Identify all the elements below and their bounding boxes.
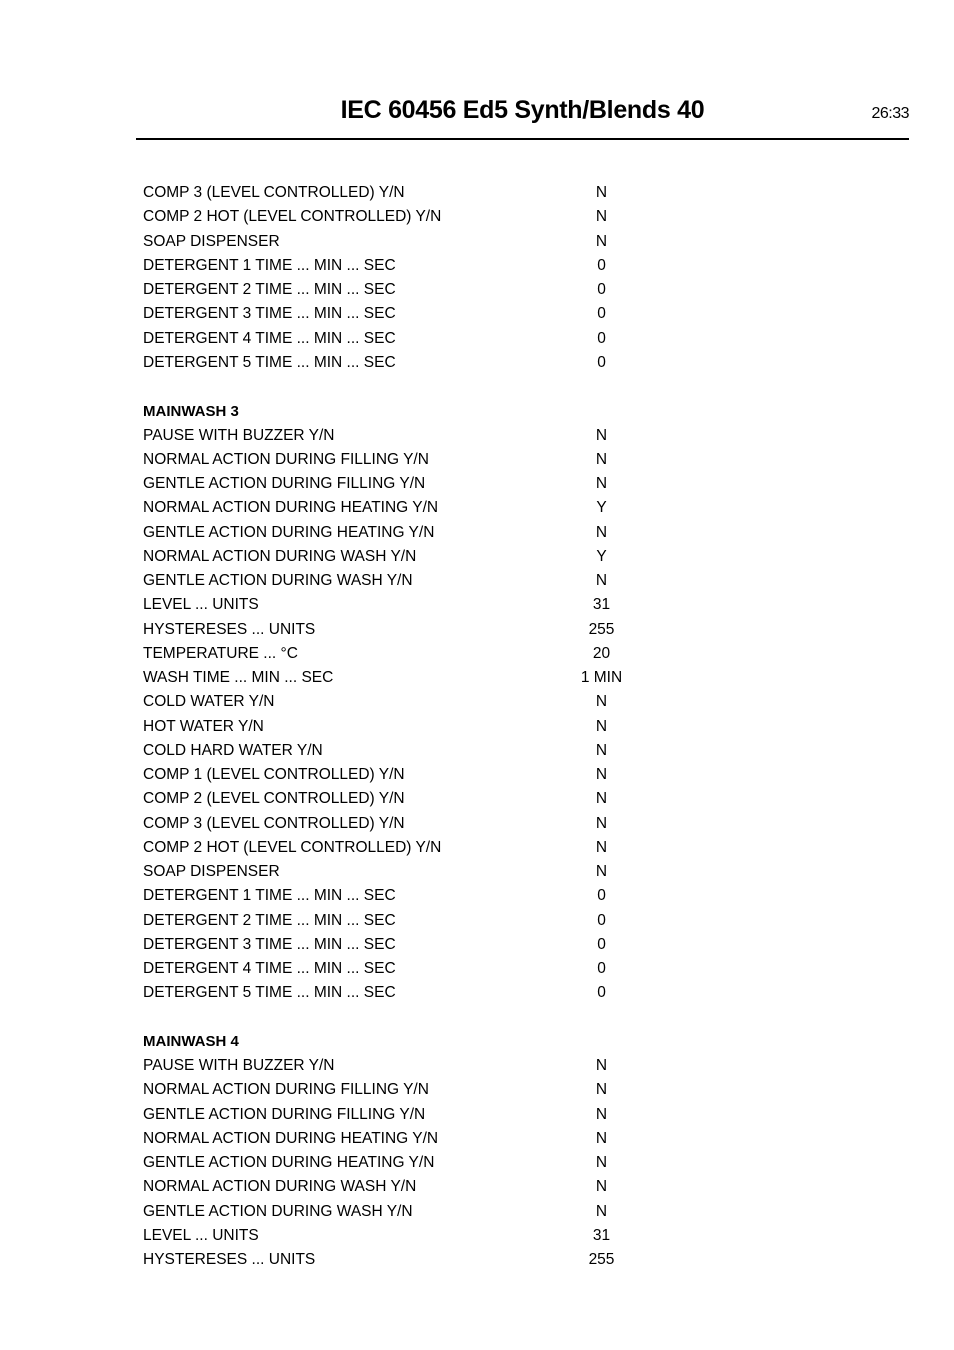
setting-label: COMP 2 (LEVEL CONTROLLED) Y/N bbox=[143, 790, 405, 808]
setting-row bbox=[143, 254, 663, 278]
setting-row bbox=[143, 763, 663, 787]
setting-row bbox=[143, 666, 663, 690]
section-title: MAINWASH 3 bbox=[143, 402, 239, 420]
setting-label: DETERGENT 5 TIME ... MIN ... SEC bbox=[143, 984, 396, 1002]
setting-label: DETERGENT 5 TIME ... MIN ... SEC bbox=[143, 353, 396, 371]
setting-value: N bbox=[595, 1057, 608, 1075]
setting-label: GENTLE ACTION DURING FILLING Y/N bbox=[143, 1105, 426, 1123]
setting-row bbox=[143, 909, 663, 933]
setting-label: PAUSE WITH BUZZER Y/N bbox=[143, 1057, 335, 1075]
setting-label: DETERGENT 1 TIME ... MIN ... SEC bbox=[143, 256, 396, 274]
setting-label: LEVEL ... UNITS bbox=[143, 1226, 259, 1244]
setting-row bbox=[143, 860, 663, 884]
settings-section bbox=[143, 181, 663, 375]
setting-value: 0 bbox=[597, 984, 606, 1002]
setting-value: N bbox=[595, 523, 608, 541]
setting-label: LEVEL ... UNITS bbox=[143, 596, 259, 614]
setting-value: 0 bbox=[597, 281, 606, 299]
setting-row bbox=[143, 593, 663, 617]
setting-label: COMP 2 HOT (LEVEL CONTROLLED) Y/N bbox=[143, 838, 442, 856]
setting-label: NORMAL ACTION DURING HEATING Y/N bbox=[143, 499, 439, 517]
setting-label: HOT WATER Y/N bbox=[143, 717, 264, 735]
setting-row bbox=[143, 836, 663, 860]
setting-label: COMP 2 HOT (LEVEL CONTROLLED) Y/N bbox=[143, 208, 442, 226]
setting-label: HYSTERESES ... UNITS bbox=[143, 1251, 316, 1269]
setting-label: GENTLE ACTION DURING HEATING Y/N bbox=[143, 523, 435, 541]
setting-value: N bbox=[595, 475, 608, 493]
setting-label: GENTLE ACTION DURING WASH Y/N bbox=[143, 572, 413, 590]
setting-value: N bbox=[595, 1105, 608, 1123]
setting-row bbox=[143, 1103, 663, 1127]
setting-label: DETERGENT 2 TIME ... MIN ... SEC bbox=[143, 911, 396, 929]
setting-label: DETERGENT 1 TIME ... MIN ... SEC bbox=[143, 887, 396, 905]
setting-row bbox=[143, 812, 663, 836]
setting-label: DETERGENT 3 TIME ... MIN ... SEC bbox=[143, 305, 396, 323]
setting-value: 20 bbox=[592, 644, 611, 662]
setting-label: GENTLE ACTION DURING HEATING Y/N bbox=[143, 1154, 435, 1172]
setting-row bbox=[143, 302, 663, 326]
setting-row bbox=[143, 205, 663, 229]
setting-value: 0 bbox=[597, 305, 606, 323]
setting-value: 0 bbox=[597, 353, 606, 371]
setting-row bbox=[143, 496, 663, 520]
setting-row bbox=[143, 1078, 663, 1102]
setting-row bbox=[143, 351, 663, 375]
setting-row bbox=[143, 521, 663, 545]
setting-value: N bbox=[595, 1154, 608, 1172]
setting-value: N bbox=[595, 184, 608, 202]
setting-row bbox=[143, 884, 663, 908]
setting-label: TEMPERATURE ... °C bbox=[143, 644, 298, 662]
setting-value: N bbox=[595, 814, 608, 832]
setting-value: 31 bbox=[592, 596, 611, 614]
setting-value: N bbox=[595, 1202, 608, 1220]
setting-label: SOAP DISPENSER bbox=[143, 232, 280, 250]
setting-row bbox=[143, 569, 663, 593]
setting-value: 31 bbox=[592, 1226, 611, 1244]
setting-value: N bbox=[595, 208, 608, 226]
setting-value: N bbox=[595, 717, 608, 735]
setting-row bbox=[143, 690, 663, 714]
page-title: IEC 60456 Ed5 Synth/Blends 40 bbox=[340, 96, 705, 124]
setting-value: N bbox=[595, 232, 608, 250]
setting-value: N bbox=[595, 1081, 608, 1099]
setting-row bbox=[143, 957, 663, 981]
setting-row bbox=[143, 981, 663, 1005]
setting-row bbox=[143, 715, 663, 739]
setting-label: COMP 1 (LEVEL CONTROLLED) Y/N bbox=[143, 766, 405, 784]
setting-label: NORMAL ACTION DURING HEATING Y/N bbox=[143, 1129, 439, 1147]
setting-value: N bbox=[595, 1129, 608, 1147]
setting-row bbox=[143, 1224, 663, 1248]
setting-label: COLD HARD WATER Y/N bbox=[143, 741, 323, 759]
setting-value: N bbox=[595, 450, 608, 468]
setting-row bbox=[143, 642, 663, 666]
setting-label: COLD WATER Y/N bbox=[143, 693, 275, 711]
setting-row bbox=[143, 1127, 663, 1151]
setting-value: 0 bbox=[597, 911, 606, 929]
setting-label: DETERGENT 3 TIME ... MIN ... SEC bbox=[143, 935, 396, 953]
setting-label: NORMAL ACTION DURING FILLING Y/N bbox=[143, 450, 429, 468]
setting-value: Y bbox=[596, 547, 607, 565]
setting-row bbox=[143, 1200, 663, 1224]
setting-value: N bbox=[595, 766, 608, 784]
setting-value: N bbox=[595, 790, 608, 808]
setting-value: 255 bbox=[588, 1251, 615, 1269]
setting-row bbox=[143, 618, 663, 642]
setting-label: DETERGENT 4 TIME ... MIN ... SEC bbox=[143, 960, 396, 978]
setting-row bbox=[143, 278, 663, 302]
setting-label: GENTLE ACTION DURING WASH Y/N bbox=[143, 1202, 413, 1220]
setting-row bbox=[143, 787, 663, 811]
setting-row bbox=[143, 933, 663, 957]
setting-label: NORMAL ACTION DURING FILLING Y/N bbox=[143, 1081, 429, 1099]
setting-row bbox=[143, 545, 663, 569]
setting-value: 0 bbox=[597, 935, 606, 953]
setting-row bbox=[143, 472, 663, 496]
setting-row bbox=[143, 1248, 663, 1272]
page-number: 26:33 bbox=[871, 105, 909, 122]
setting-value: N bbox=[595, 572, 608, 590]
setting-row bbox=[143, 230, 663, 254]
setting-label: GENTLE ACTION DURING FILLING Y/N bbox=[143, 475, 426, 493]
setting-row bbox=[143, 448, 663, 472]
setting-value: N bbox=[595, 741, 608, 759]
setting-value: N bbox=[595, 693, 608, 711]
setting-label: NORMAL ACTION DURING WASH Y/N bbox=[143, 547, 417, 565]
setting-label: PAUSE WITH BUZZER Y/N bbox=[143, 426, 335, 444]
setting-row bbox=[143, 181, 663, 205]
settings-list bbox=[143, 181, 663, 1272]
setting-value: N bbox=[595, 1178, 608, 1196]
setting-row bbox=[143, 739, 663, 763]
setting-label: COMP 3 (LEVEL CONTROLLED) Y/N bbox=[143, 814, 405, 832]
setting-value: N bbox=[595, 426, 608, 444]
setting-label: NORMAL ACTION DURING WASH Y/N bbox=[143, 1178, 417, 1196]
settings-section bbox=[143, 399, 663, 1005]
setting-value: Y bbox=[596, 499, 607, 517]
setting-row bbox=[143, 327, 663, 351]
setting-row bbox=[143, 1151, 663, 1175]
setting-label: DETERGENT 4 TIME ... MIN ... SEC bbox=[143, 329, 396, 347]
section-title: MAINWASH 4 bbox=[143, 1033, 239, 1051]
setting-value: 0 bbox=[597, 960, 606, 978]
setting-value: 255 bbox=[588, 620, 615, 638]
setting-label: WASH TIME ... MIN ... SEC bbox=[143, 669, 334, 687]
page-header bbox=[136, 96, 909, 140]
setting-label: SOAP DISPENSER bbox=[143, 863, 280, 881]
setting-row bbox=[143, 1054, 663, 1078]
setting-value: 1 MIN bbox=[580, 669, 623, 687]
setting-label: DETERGENT 2 TIME ... MIN ... SEC bbox=[143, 281, 396, 299]
setting-row bbox=[143, 424, 663, 448]
setting-label: COMP 3 (LEVEL CONTROLLED) Y/N bbox=[143, 184, 405, 202]
settings-section bbox=[143, 1030, 663, 1273]
setting-value: N bbox=[595, 863, 608, 881]
setting-value: 0 bbox=[597, 329, 606, 347]
setting-row bbox=[143, 1175, 663, 1199]
setting-value: 0 bbox=[597, 887, 606, 905]
setting-label: HYSTERESES ... UNITS bbox=[143, 620, 316, 638]
setting-value: N bbox=[595, 838, 608, 856]
setting-value: 0 bbox=[597, 256, 606, 274]
